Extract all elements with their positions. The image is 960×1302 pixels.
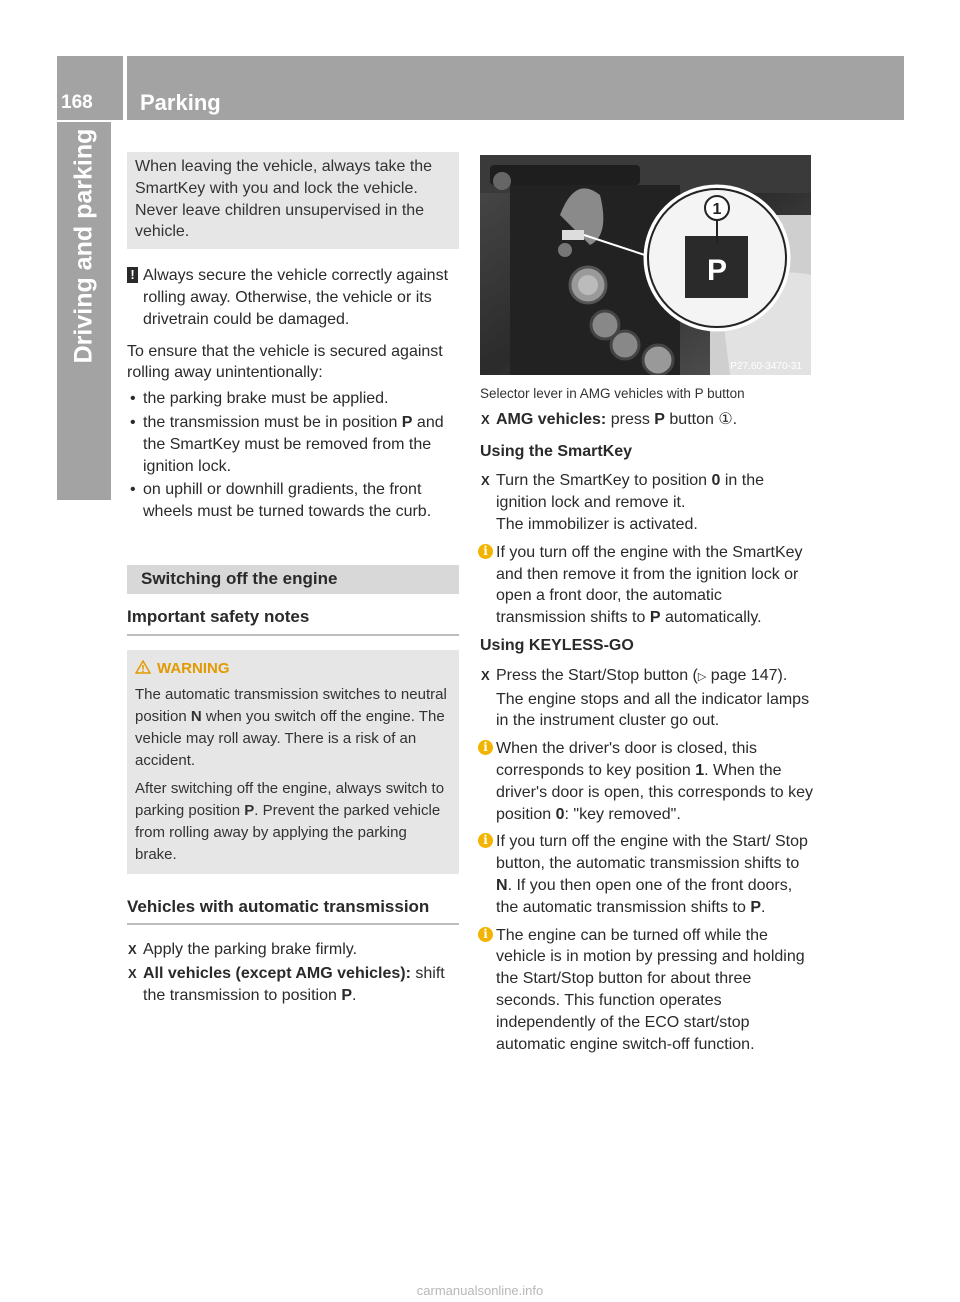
- callout-number: 1: [712, 201, 722, 218]
- info-icon: i: [478, 544, 493, 559]
- info-note: i When the driver's door is closed, this corresponds to key position 1. When the driver's door is open, this corresponds to key position 0: "key removed".: [480, 738, 816, 825]
- intro-text: To ensure that the vehicle is secured against rolling away unintentionally:: [127, 342, 443, 382]
- arrow-icon: X: [128, 942, 137, 958]
- arrow-icon: X: [481, 473, 490, 489]
- callout-ref: ①: [718, 410, 733, 428]
- left-column: [127, 152, 459, 1007]
- note-box: [127, 152, 459, 249]
- heading-automatic-transmission: Vehicles with automatic transmission: [127, 896, 459, 926]
- info-icon: i: [478, 833, 493, 848]
- step-result: The engine stops and all the indicator lamps in the instrument cluster go out.: [496, 690, 810, 730]
- step-result: The immobilizer is activated.: [496, 515, 698, 533]
- step-item: X Press the Start/Stop button (▷ page 147). The engine stops and all the indicator lamps in the instrument cluster go out.: [481, 666, 810, 730]
- section-title: Parking: [140, 90, 221, 115]
- info-icon: i: [478, 740, 493, 755]
- header-separator: [123, 56, 127, 120]
- warning-box: [127, 650, 459, 874]
- caution-icon: !: [127, 267, 138, 283]
- selector-lever-illustration: [480, 155, 811, 375]
- list-item: • on uphill or downhill gradients, the front wheels must be turned towards the curb.: [130, 481, 432, 521]
- figure-caption: Selector lever in AMG vehicles with P button: [480, 386, 745, 401]
- warning-text-2: After switching off the engine, always switch to parking position P. Prevent the parked vehicle from rolling away by applying the parking brake.: [135, 779, 445, 863]
- p-button-label: P: [706, 254, 728, 287]
- step-item: X Turn the SmartKey to position 0 in the ignition lock and remove it. The immobilizer is activated.: [481, 472, 765, 533]
- arrow-icon: X: [481, 667, 490, 683]
- list-item: • the parking brake must be applied.: [127, 388, 459, 410]
- arrow-icon: X: [481, 411, 490, 427]
- warning-title: WARNING: [157, 659, 230, 677]
- side-tab-label: Driving and parking: [69, 128, 98, 364]
- selector-lever-photo: [480, 155, 811, 375]
- step-item: X Apply the parking brake firmly.: [127, 939, 459, 961]
- bullet-icon: •: [130, 481, 136, 499]
- heading-using-keyless-go: Using KEYLESS-GO: [480, 636, 634, 654]
- step-item: X AMG vehicles: press P button ①.: [480, 409, 816, 431]
- warning-text-1: The automatic transmission switches to neutral position N when you switch off the engine. The vehicle may roll away. There is a risk of an accident.: [135, 685, 447, 769]
- info-icon: i: [478, 927, 493, 942]
- heading-safety-notes: Important safety notes: [127, 606, 459, 636]
- caution-note: [127, 265, 459, 330]
- heading-using-smartkey: Using the SmartKey: [480, 442, 633, 460]
- step-item: X All vehicles (except AMG vehicles): shift the transmission to position P.: [128, 965, 445, 1004]
- warning-header: [135, 658, 449, 680]
- right-column: [480, 155, 816, 1055]
- warning-icon: [135, 660, 151, 674]
- page-number: 168: [61, 92, 93, 113]
- caution-text: Always secure the vehicle correctly against rolling away. Otherwise, the vehicle or its drivetrain could be damaged.: [143, 267, 449, 328]
- bullet-list: [127, 388, 459, 523]
- figure-code: P27.60-3470-31: [730, 361, 802, 372]
- list-item: • the transmission must be in position P and the SmartKey must be removed from the ignition lock.: [130, 413, 444, 475]
- arrow-icon: X: [128, 966, 137, 982]
- info-note: i The engine can be turned off while the vehicle is in motion by pressing and holding the Start/Stop button for about three seconds. This function operates independently of the ECO start/stop automatic engine switch-off function.: [480, 925, 816, 1056]
- info-note: i If you turn off the engine with the Start/ Stop button, the automatic transmission shifts to N. If you then open one of the front doors, the automatic transmission shifts to P.: [480, 831, 816, 918]
- info-note: i If you turn off the engine with the SmartKey and then remove it from the ignition lock or open a front door, the automatic transmission shifts to P automatically.: [480, 542, 816, 629]
- bullet-icon: •: [130, 390, 136, 408]
- heading-switching-off: Switching off the engine: [127, 565, 459, 594]
- watermark: carmanualsonline.info: [416, 1283, 544, 1298]
- note-text: When leaving the vehicle, always take the SmartKey with you and lock the vehicle. Never leave children unsupervised in the vehicle.: [135, 158, 433, 241]
- bullet-icon: •: [130, 413, 136, 431]
- page-ref-icon: ▷: [697, 670, 707, 683]
